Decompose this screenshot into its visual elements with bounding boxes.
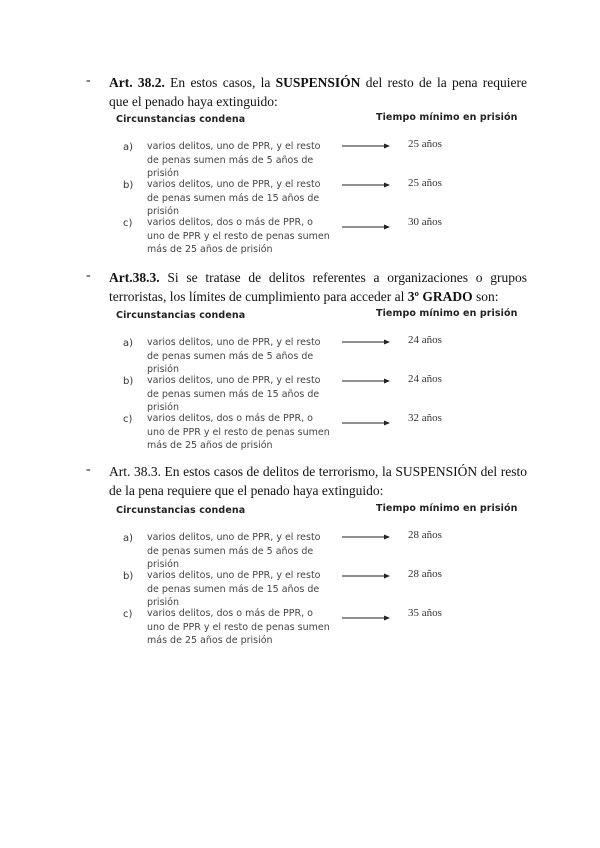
bullet-dash: - [86, 73, 91, 88]
row-description: varios delitos, uno de PPR, y el resto de penas sumen más de 15 años de prisión [147, 570, 321, 608]
bullet-dash: - [86, 268, 91, 283]
paragraph-text: Art. 38.3. En estos casos de delitos de terrorismo, la SUSPENSIÓN del resto de la pena requiere que el penado haya extinguido: [109, 464, 527, 498]
row-years: 24 años [408, 334, 442, 346]
row-letter: c) [123, 218, 133, 229]
row-description: varios delitos, uno de PPR, y el resto de penas sumen más de 5 años de prisión [147, 337, 321, 375]
arrow-right-icon [342, 338, 390, 346]
row-description: varios delitos, dos o más de PPR, o uno de PPR y el resto de penas sumen más de 25 años de prisión [147, 608, 330, 646]
paragraph-emphasis: SUSPENSIÓN [275, 75, 361, 90]
row-years: 30 años [408, 216, 442, 228]
arrow-right-icon [342, 533, 390, 541]
paragraph-text: En estos casos, la [164, 75, 276, 90]
row-years: 25 años [408, 138, 442, 150]
row-years: 28 años [408, 529, 442, 541]
section-paragraph [109, 462, 527, 500]
article-reference: Art.38.3. [109, 270, 160, 285]
column-header-circumstances: Circunstancias condena [116, 310, 246, 321]
article-reference: Art. 38.2. [109, 75, 165, 90]
row-description: varios delitos, uno de PPR, y el resto de penas sumen más de 15 años de prisión [147, 179, 321, 217]
column-header-minimum-time: Tiempo mínimo en prisión [376, 308, 518, 319]
row-letter: a) [123, 533, 134, 544]
row-description: varios delitos, uno de PPR, y el resto de penas sumen más de 15 años de prisión [147, 375, 321, 413]
row-letter: c) [123, 609, 133, 620]
row-description: varios delitos, uno de PPR, y el resto de penas sumen más de 5 años de prisión [147, 532, 321, 570]
row-letter: a) [123, 142, 134, 153]
row-years: 28 años [408, 568, 442, 580]
arrow-right-icon [342, 572, 390, 580]
paragraph-text: del resto de la pena requiere que el penado haya extinguido: [109, 75, 527, 109]
row-letter: a) [123, 338, 134, 349]
row-years: 25 años [408, 177, 442, 189]
arrow-right-icon [342, 142, 390, 150]
arrow-right-icon [342, 223, 390, 231]
column-header-minimum-time: Tiempo mínimo en prisión [376, 112, 518, 123]
column-header-circumstances: Circunstancias condena [116, 505, 246, 516]
arrow-right-icon [342, 181, 390, 189]
paragraph-emphasis: 3º GRADO [407, 289, 473, 304]
row-years: 32 años [408, 412, 442, 424]
row-letter: b) [123, 376, 134, 387]
section-paragraph [109, 73, 527, 111]
bullet-dash: - [86, 462, 91, 477]
column-header-minimum-time: Tiempo mínimo en prisión [376, 503, 518, 514]
arrow-right-icon [342, 614, 390, 622]
arrow-right-icon [342, 377, 390, 385]
section-paragraph [109, 268, 527, 306]
arrow-right-icon [342, 419, 390, 427]
row-letter: c) [123, 414, 133, 425]
row-years: 35 años [408, 607, 442, 619]
paragraph-text: son: [472, 289, 499, 304]
row-description: varios delitos, uno de PPR, y el resto de penas sumen más de 5 años de prisión [147, 141, 321, 179]
paragraph-text: Si se tratase de delitos referentes a organizaciones o grupos terroristas, los límites de cumplimiento para acceder al [109, 270, 527, 304]
row-letter: b) [123, 180, 134, 191]
row-description: varios delitos, dos o más de PPR, o uno de PPR y el resto de penas sumen más de 25 años de prisión [147, 217, 330, 255]
column-header-circumstances: Circunstancias condena [116, 114, 246, 125]
row-letter: b) [123, 571, 134, 582]
row-years: 24 años [408, 373, 442, 385]
row-description: varios delitos, dos o más de PPR, o uno de PPR y el resto de penas sumen más de 25 años de prisión [147, 413, 330, 451]
